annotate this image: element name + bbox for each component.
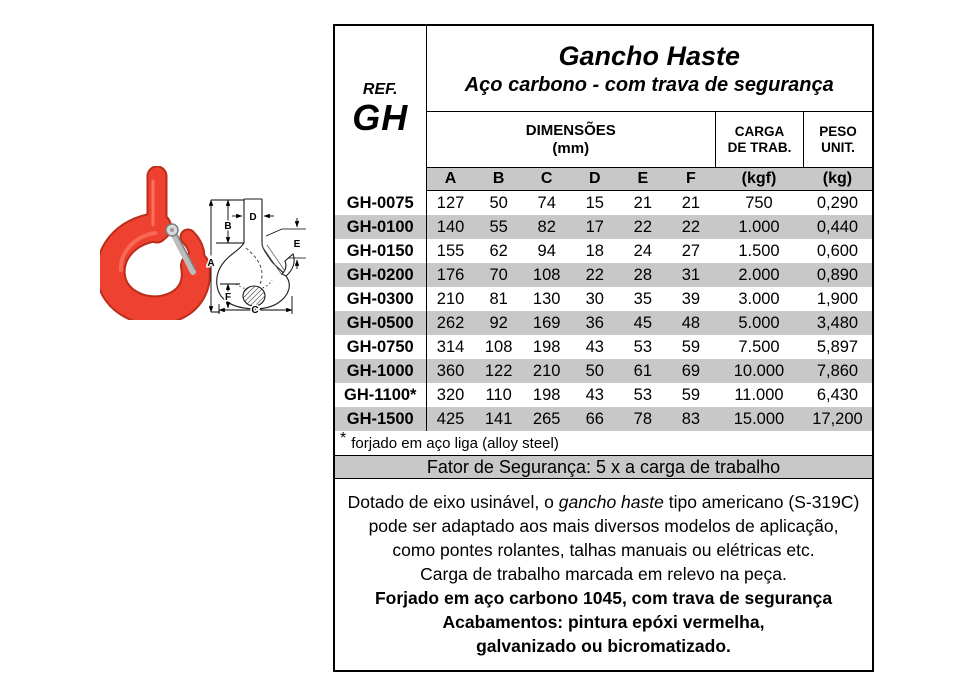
dim-a-cell: 314 (436, 337, 465, 356)
footnote-text: forjado em aço liga (alloy steel) (351, 434, 559, 452)
carga-cell-value: 15.000 (733, 409, 785, 428)
table-row (335, 359, 872, 383)
table-row (335, 191, 872, 215)
dim-label-a: A (207, 258, 215, 269)
table-row (335, 239, 872, 263)
carga-cell-value: 750 (745, 193, 773, 212)
ref-cell (335, 26, 427, 191)
carga-cell-value: 7.500 (738, 337, 780, 356)
dim-a-cell: 210 (436, 289, 465, 308)
dim-c-cell: 198 (532, 385, 561, 404)
column-subheader (427, 168, 873, 191)
dim-d-cell: 50 (585, 361, 604, 380)
carga-header (715, 112, 803, 167)
description-line (335, 634, 872, 658)
table-row (335, 263, 872, 287)
dim-f-cell: 59 (681, 385, 701, 404)
dim-c-cell: 210 (532, 361, 561, 380)
dim-a-cell: 320 (436, 385, 465, 404)
dim-f-cell: 39 (681, 289, 701, 308)
subheader-col-b: B (492, 170, 505, 187)
hook-shape (111, 176, 197, 310)
dim-b-cell: 55 (489, 217, 508, 236)
dim-e-cell: 22 (633, 217, 653, 236)
carga-cell-value: 1.500 (738, 241, 780, 260)
subheader-col-d: D (588, 170, 601, 187)
dim-f-cell: 22 (681, 217, 701, 236)
description-segment: Forjado em aço carbono 1045, com trava de segurança (374, 588, 833, 608)
description-segment: pode ser adaptado aos mais diversos modelos de aplicação, (368, 516, 839, 536)
peso-cell-value: 7,860 (816, 361, 859, 380)
table-row (335, 311, 872, 335)
dim-f-cell: 83 (681, 409, 701, 428)
dim-label-e: E (293, 239, 301, 250)
latch-pivot-pin (170, 228, 174, 232)
carga-cell-value: 11.000 (734, 385, 784, 404)
table-row (335, 287, 872, 311)
dim-e-cell: 35 (633, 289, 653, 308)
description-line (335, 586, 872, 610)
model-cell: GH-0100 (335, 215, 427, 239)
dim-f-cell: 59 (681, 337, 701, 356)
dim-c-cell: 169 (532, 313, 561, 332)
product-title: Gancho Haste (558, 40, 741, 71)
dim-a-cell: 155 (436, 241, 465, 260)
dim-c-cell: 198 (532, 337, 561, 356)
title-block (427, 26, 873, 112)
table-body (335, 191, 872, 431)
cross-section-hatch (243, 286, 265, 306)
peso-cell-value: 5,897 (816, 337, 859, 356)
table-row (335, 215, 872, 239)
dim-d-cell: 15 (585, 193, 604, 212)
dim-f-cell: 21 (681, 193, 701, 212)
dim-e-cell: 61 (633, 361, 653, 380)
subheader-col-f: F (686, 170, 696, 187)
table-row (335, 383, 872, 407)
dim-label-f: F (224, 292, 232, 303)
peso-cell-value: 3,480 (816, 313, 859, 332)
dim-f-cell: 48 (681, 313, 701, 332)
description-line (335, 562, 872, 586)
peso-header-line2: UNIT. (821, 139, 855, 155)
subheader-peso-unit: (kg) (822, 170, 853, 187)
description-line (335, 514, 872, 538)
description-segment: tipo americano (S-319C) (663, 492, 860, 512)
dimensions-header (427, 112, 716, 167)
dim-d-cell: 17 (585, 217, 604, 236)
dim-d-cell: 43 (585, 337, 604, 356)
dim-f-cell: 31 (681, 265, 701, 284)
dim-e-cell: 53 (633, 385, 653, 404)
carga-header-line2: DE TRAB. (727, 139, 792, 155)
dim-d-cell: 66 (585, 409, 604, 428)
subheader-col-e: E (637, 170, 649, 187)
dim-b-cell: 62 (489, 241, 508, 260)
dim-e-cell: 28 (633, 265, 653, 284)
dim-a-cell: 360 (436, 361, 465, 380)
peso-header (803, 112, 872, 167)
peso-cell-value: 1,900 (816, 289, 859, 308)
dim-c-cell: 265 (532, 409, 561, 428)
dim-b-cell: 122 (484, 361, 513, 380)
model-cell: GH-1500 (335, 407, 427, 431)
hook-tip-drawing (282, 254, 294, 276)
ref-code: GH (352, 96, 409, 138)
dim-d-cell: 22 (585, 265, 604, 284)
description-segment: Dotado de eixo usinável, o (347, 492, 559, 512)
dim-b-cell: 141 (484, 409, 513, 428)
table-header (335, 26, 872, 191)
subheader-col-c: C (540, 170, 553, 187)
model-cell: GH-0200 (335, 263, 427, 287)
dim-c-cell: 82 (537, 217, 556, 236)
dim-c-cell: 74 (537, 193, 556, 212)
dim-a-cell: 425 (436, 409, 465, 428)
description-segment: como pontes rolantes, talhas manuais ou elétricas etc. (392, 540, 815, 560)
peso-cell-value: 0,440 (816, 217, 859, 236)
dim-e-cell: 53 (633, 337, 653, 356)
dim-e-cell: 78 (633, 409, 653, 428)
dim-d-cell: 30 (585, 289, 604, 308)
description-block (335, 479, 872, 670)
dimensions-header-text: DIMENSÕES (525, 121, 616, 139)
peso-header-line1: PESO (819, 123, 857, 139)
spec-table (333, 24, 874, 672)
model-cell: GH-1100* (335, 383, 427, 407)
description-line (335, 490, 872, 514)
dimensions-unit: (mm) (552, 139, 590, 157)
carga-cell-value: 10.000 (733, 361, 785, 380)
peso-cell-value: 0,890 (816, 265, 859, 284)
dim-d-cell: 36 (585, 313, 604, 332)
dim-label-c: C (251, 305, 259, 316)
dim-c-cell: 130 (532, 289, 561, 308)
carga-header-line1: CARGA (734, 123, 785, 139)
model-cell: GH-0150 (335, 239, 427, 263)
dim-b-cell: 110 (485, 385, 512, 404)
subheader-carga-unit: (kgf) (741, 170, 777, 187)
table-row (335, 335, 872, 359)
dim-label-b: B (224, 221, 232, 232)
dim-d-cell: 18 (585, 241, 604, 260)
footnote (335, 431, 872, 455)
dim-a-cell: 176 (436, 265, 465, 284)
dim-b-cell: 92 (489, 313, 508, 332)
description-segment: Acabamentos: pintura epóxi vermelha, (442, 612, 765, 632)
peso-cell-value: 6,430 (816, 385, 859, 404)
dim-e-extension-upper (266, 229, 306, 236)
dim-b-cell: 50 (489, 193, 508, 212)
table-row (335, 407, 872, 431)
dim-c-cell: 94 (537, 241, 556, 260)
carga-cell-value: 5.000 (738, 313, 780, 332)
carga-cell-value: 2.000 (738, 265, 780, 284)
dim-c-cell: 108 (532, 265, 561, 284)
model-cell: GH-0075 (335, 191, 427, 215)
description-segment: galvanizado ou bicromatizado. (476, 636, 731, 656)
dimension-drawing (206, 196, 312, 318)
model-cell: GH-1000 (335, 359, 427, 383)
dim-d-cell: 43 (585, 385, 604, 404)
dim-e-cell: 21 (633, 193, 653, 212)
peso-cell-value: 17,200 (812, 409, 863, 428)
ref-label: REF. (362, 80, 398, 98)
dim-e-cell: 45 (633, 313, 653, 332)
peso-cell-value: 0,600 (816, 241, 859, 260)
footnote-marker: * (340, 430, 347, 447)
dim-label-d: D (249, 212, 257, 223)
product-subtitle: Aço carbono - com trava de segurança (464, 73, 834, 96)
dim-e-cell: 24 (633, 241, 653, 260)
subheader-col-a: A (444, 170, 457, 187)
carga-cell-value: 3.000 (738, 289, 780, 308)
model-cell: GH-0750 (335, 335, 427, 359)
dim-f-cell: 27 (681, 241, 701, 260)
carga-cell-value: 1.000 (738, 217, 780, 236)
dim-f-cell: 69 (681, 361, 701, 380)
header-right (427, 26, 873, 191)
dim-a-cell: 140 (436, 217, 465, 236)
column-group-header (427, 112, 873, 168)
dim-a-cell: 127 (436, 193, 465, 212)
red-hook-photo (100, 166, 218, 320)
peso-cell-value: 0,290 (816, 193, 859, 212)
description-line (335, 610, 872, 634)
model-cell: GH-0300 (335, 287, 427, 311)
dim-b-cell: 81 (489, 289, 508, 308)
model-cell: GH-0500 (335, 311, 427, 335)
dim-b-cell: 108 (484, 337, 513, 356)
safety-factor-bar: Fator de Segurança: 5 x a carga de trabalho (335, 455, 872, 479)
description-segment: Carga de trabalho marcada em relevo na peça. (420, 564, 787, 584)
dim-a-cell: 262 (436, 313, 465, 332)
dim-b-cell: 70 (489, 265, 508, 284)
description-segment: gancho haste (558, 492, 664, 512)
description-line (335, 538, 872, 562)
